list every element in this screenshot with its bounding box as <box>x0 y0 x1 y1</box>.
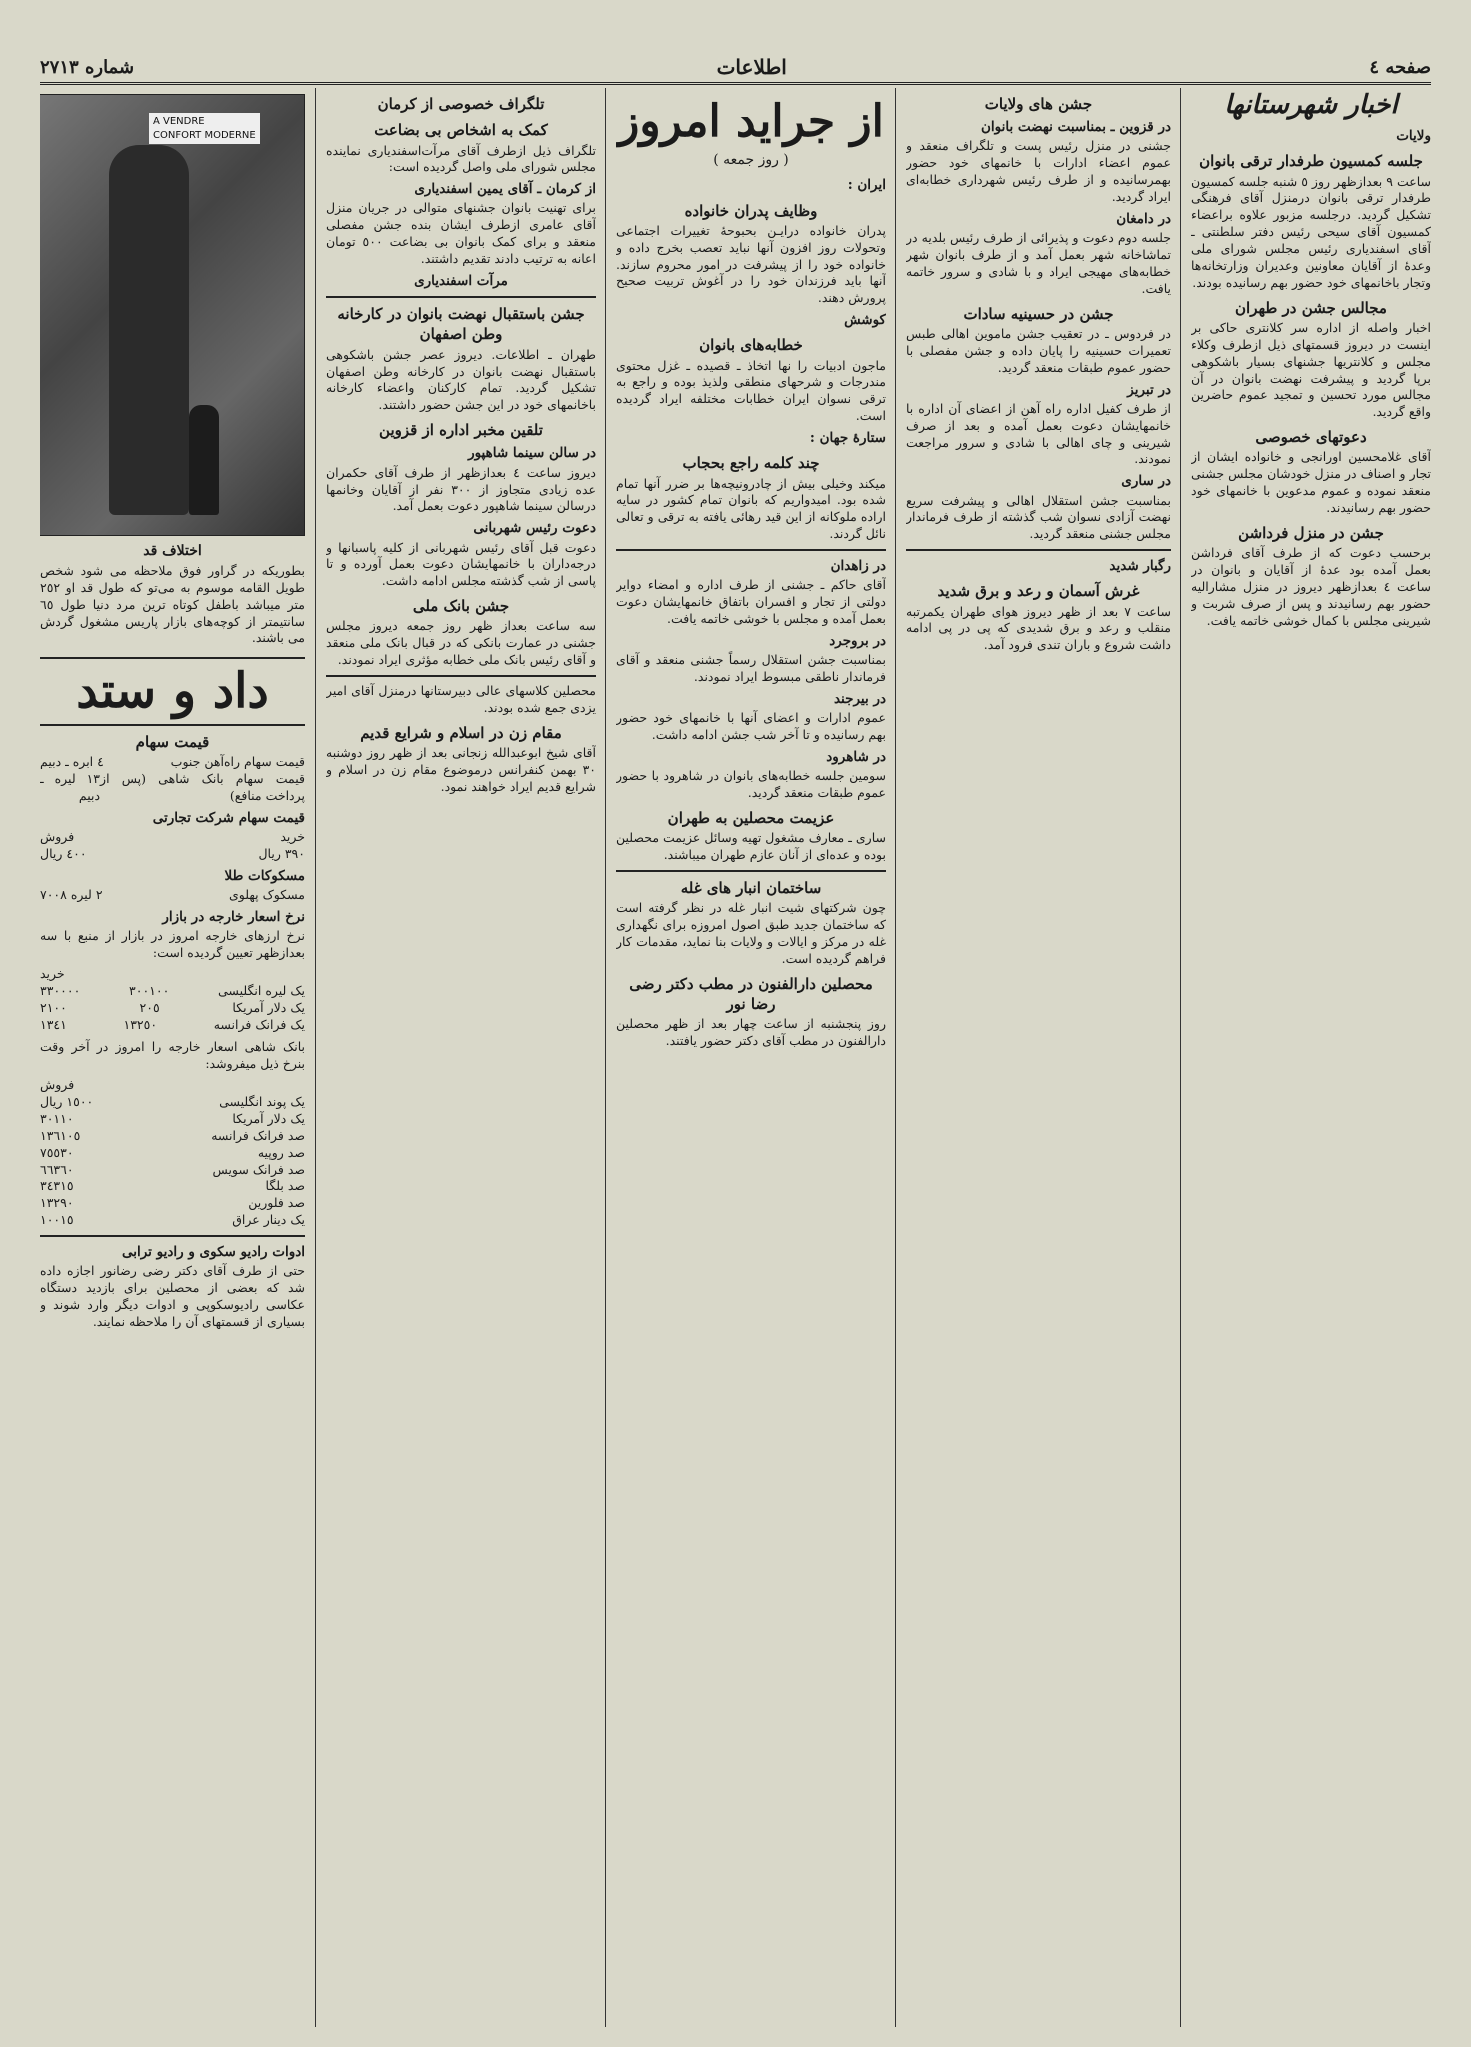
short-man-figure <box>189 405 219 515</box>
column-telegrams <box>326 88 596 2027</box>
rate-buy: ١٣٢٥٠ <box>123 1016 158 1032</box>
headline: جشن بانک ملی <box>412 597 510 616</box>
rate-name: صد روپیه <box>257 1144 305 1160</box>
article-body: بمناسبت جشن استقلال رسماً جشنی منعقد و آقای فرماندار ناطقی مبسوط ایراد نمودند. <box>616 652 886 684</box>
rate-value: ٦٦٣٦٠ <box>40 1161 74 1177</box>
column-photo-and-markets <box>40 88 305 2027</box>
headline: در ساری <box>1121 473 1171 490</box>
rate-value: ١٣٢٩٠ <box>40 1195 74 1211</box>
rate-row <box>40 1212 305 1229</box>
article-body: جلسه دوم دعوت و پذیرائی از طرف رئیس بلدیه در تماشاخانه شهر بعمل آمد و از طرف بانوان شهر خطابه‌های مهیجی ایراد و با شادی و سرور خاتمه یافت. <box>906 230 1171 296</box>
headline: قیمت سهام شرکت تجارتی <box>152 809 305 826</box>
column-press-review <box>616 88 886 2027</box>
divider <box>326 675 596 677</box>
headline: در سالن سینما شاهپور <box>468 445 596 462</box>
price-value: ٤ ابره ـ دبیم <box>40 754 104 770</box>
article-body: از طرف کفیل اداره راه آهن از اعضای آن اداره با خانمهایشان دعوت بعمل آمده و بعد از صرف شیرینی و چای اهالی با شادی و سرور مراجعت نمودند. <box>906 400 1171 467</box>
page-number: صفحه ٤ <box>1369 56 1431 78</box>
rate-row <box>40 1094 305 1111</box>
headline: تلقین مخبر اداره از قزوین <box>379 421 543 440</box>
price-value: ٢ لیره ٧٠٠٨ <box>40 887 103 903</box>
article-body: اخبار واصله از اداره سر کلانتری حاکی بر اینست در دیروز قسمتهای ذیل ازطرف وکلاء مجلس و کلانتریها جشنهای بسیار باشکوهی برپا گردید و پیشرفت نهضت بانوان در آن مجالس مورد تحسین و تمجید عموم حاضرین واقع گردید. <box>1191 319 1431 420</box>
article-body: آقای حاکم ـ جشنی از طرف اداره و امضاء دوایر دولتی از تجار و افسران باتفاق خانمهایشان دعوت بعمل آمده و مجلس با خوشی خاتمه یافت. <box>616 577 886 627</box>
article-body: بانک شاهی اسعار خارجه را امروز در آخر وقت بنرخ ذیل میفروشد: <box>40 1039 305 1072</box>
headline: جشن های ولایات <box>984 95 1093 113</box>
rate-sell: ٣٣٠٠٠٠ <box>40 982 81 998</box>
market-section-title: داد و ستد <box>40 657 305 726</box>
sell-label: فروش <box>40 829 75 845</box>
price-label: مسکوک پهلوی <box>229 887 305 903</box>
rate-row <box>40 1000 305 1017</box>
rate-name: یک دلار آمریکا <box>232 999 305 1015</box>
photo-shop-sign: A VENDRE CONFORT MODERNE <box>149 113 260 144</box>
article-body: بمناسبت جشن استقلال اهالی و پیشرفت سریع نهضت آزادی نسوان شب گذشته از طرف فرماندار مجلس جشنی منعقد گردید. <box>906 492 1171 542</box>
rate-row <box>40 1128 305 1145</box>
section-subtitle: ( روز جمعه ) <box>713 152 789 169</box>
rate-row <box>40 1195 305 1212</box>
headline: در تبریز <box>1127 381 1171 398</box>
article-body: بطوریکه در گراور فوق ملاحظه می شود شخص طویل القامه موسوم به می‌تو که طول قد او ٢٥٢ متر میباشد باطفل کوتاه ترین مرد دنیا طول ٦٥ سانتیمتر از کوچه‌های بازار پاریس مشغول گردش می باشند. <box>40 562 305 646</box>
headline: در شاهرود <box>826 748 886 765</box>
headline: جشن باستقبال نهضت بانوان در کارخانه وطن اصفهان <box>337 305 585 344</box>
rate-buy: ٣٠٠١٠٠ <box>129 982 170 998</box>
rate-value: ١٣٦١٠٥ <box>40 1127 81 1143</box>
article-body: میکند وخیلی بیش از چادرونیچه‌ها بر ضرر آنها تمام شده بود. امیدواریم که بانوان تمام کشور در سایه اراده ملوکانه از این قید رهائی یافته به ترقی و تعالی نائل گردند. <box>616 475 886 542</box>
section-title: اخبار شهرستانها <box>1224 90 1398 120</box>
column-rule <box>605 88 606 2027</box>
headline: خطابه‌های بانوان <box>699 336 803 355</box>
divider <box>326 296 596 298</box>
article-body: ساعت ٩ بعدازظهر روز ٥ شنبه جلسه کمسیون طرفدار ترقی بانوان درمنزل آقای فرهنگی تشکیل گردید. درجلسه مزبور علاوه براعضاء کمسیون آقای سیحی رئیس دفتر سلطنتی ـ آقای اسفندیاری رئیس مجلس شورای ملی وعدهٔ از آقایان معاونین وعدیران وزارتخانه‌ها وتجار باخانمهای خود حضور بهم رسانیده بودند. <box>1191 173 1431 290</box>
rate-value: ٧٥٥٣٠ <box>40 1144 74 1160</box>
price-row <box>40 887 305 904</box>
price-label: قیمت سهام راه‌آهن جنوب <box>170 754 305 770</box>
headline: قیمت سهام <box>135 733 210 752</box>
headline: در قزوین ـ بمناسبت نهضت بانوان <box>980 119 1171 136</box>
rate-name: صد بلگا <box>265 1178 305 1194</box>
rate-name: یک فرانک فرانسه <box>213 1016 305 1032</box>
article-body: دیروز ساعت ٤ بعدازظهر از طرف آقای حکمران عده زیادی متجاوز از ٣٠٠ نفر از آقایان وخانمها درسالن سینما شاهپور دعوت بعمل آمد. <box>326 464 596 514</box>
newspaper-name: اطلاعات <box>716 55 787 79</box>
rate-name: صد فرانک سویس <box>212 1161 305 1177</box>
sell-label: فروش <box>40 1077 75 1093</box>
article-body: برحسب دعوت که از طرف آقای فرداشن بعمل آمده بود عدهٔ از آقایان و بانوان در ساعت ٤ بعدازظهر دیروز در منزل مشارالیه حضور بهم رسانیدند و پس از صرف شربت و شیرینی مجلس با کمال خوشی خاتمه یافت. <box>1191 545 1431 628</box>
article-body: سه ساعت بعداز ظهر روز جمعه دیروز مجلس جشنی در عمارت بانکی که در قبال بانک ملی منعقد و آقای رئیس بانک ملی خطابه مؤثری ایراد نمودند. <box>326 618 596 668</box>
rate-value: ٣٠١١٠ <box>40 1110 74 1126</box>
headline: ساختمان انبار های غله <box>680 878 822 897</box>
news-photo <box>40 94 305 536</box>
article-body: روز پنجشنبه از ساعت چهار بعد از ظهر محصلین دارالفنون در مطب آقای دکتر حضور یافتند. <box>616 1016 886 1048</box>
column-provincial-news <box>1191 88 1431 2027</box>
rate-name: یک دینار عراق <box>232 1212 305 1228</box>
price-value: ٣٩٠ ریال <box>258 846 305 862</box>
headline: چند کلمه راجع بحجاب <box>682 454 820 473</box>
article-body: سومین جلسه خطابه‌های بانوان در شاهرود با حضور عموم طبقات منعقد گردید. <box>616 768 886 800</box>
headline: جلسه کمسیون طرفدار ترقی بانوان <box>1199 152 1423 171</box>
headline: ادوات رادیو سکوی و رادیو ترابی <box>121 1244 305 1261</box>
headline: عزیمت محصلین به طهران <box>667 808 835 827</box>
column-rule <box>895 88 896 2027</box>
headline: رگبار شدید <box>1109 558 1171 575</box>
column-rule <box>1180 88 1181 2027</box>
divider <box>906 549 1171 551</box>
price-row <box>40 754 305 771</box>
buy-label: خرید <box>40 965 65 981</box>
rate-row <box>40 1017 305 1034</box>
sub-title: ولایات <box>1396 128 1431 145</box>
headline: در بروجرد <box>829 632 886 649</box>
source-label: ایران : <box>847 177 886 194</box>
headline: در دامغان <box>1116 210 1171 227</box>
rate-value: ١٠٠١٥ <box>40 1212 74 1228</box>
rate-name: یک پوند انگلیسی <box>219 1094 305 1110</box>
divider <box>40 1235 305 1237</box>
rate-sell: ٢١٠٠ <box>40 999 67 1015</box>
headline: در زاهدان <box>830 558 886 575</box>
price-row-header <box>40 966 305 983</box>
rate-name: یک لیره انگلیسی <box>218 982 305 998</box>
headline: مجالس جشن در طهران <box>1235 298 1387 317</box>
buy-label: خرید <box>280 829 305 845</box>
headline: جشن در منزل فرداشن <box>1238 523 1384 542</box>
photo-caption: اختلاف قد <box>143 543 202 559</box>
rate-row <box>40 1178 305 1195</box>
rate-row <box>40 1145 305 1162</box>
rate-value: ٣٤٣١٥ <box>40 1178 74 1194</box>
article-body: در فردوس ـ در تعقیب جشن ماموین اهالی طبس تعمیرات حسینیه را پایان داده و جشن مفصلی با حضور عموم طبقات منعقد گردید. <box>906 325 1171 375</box>
article-body: حتی از طرف آقای دکتر رضی رضانور اجازه داده شد که بعضی از محصلین برای بازدید دستگاه عکاسی رادیوسکوپی و ادوات دیگر وارد شوند و بسیاری از قسمتهای آن را ملاحظه نمایند. <box>40 1263 305 1329</box>
rate-row <box>40 983 305 1000</box>
column-province-celebrations <box>906 88 1171 2027</box>
signature: مرآت اسفندیاری <box>414 272 508 289</box>
issue-number: شماره ۲۷۱۳ <box>40 56 135 78</box>
rate-name: صد فلورین <box>248 1195 305 1211</box>
article-body: جشنی در منزل رئیس پست و تلگراف منعقد و عموم اعضاء ادارات با خانمهای خود حضور بهمرسانیده و از طرف رئیس شهرداری خطابه‌ای ایراد گردید. <box>906 138 1171 205</box>
article-body: نرخ ارزهای خارجه امروز در بازار از منبع با سه بعدازظهر تعیین گردیده است: <box>40 928 305 961</box>
article-body: ساری ـ معارف مشغول تهیه وسائل عزیمت محصلین بوده و عده‌ای از آنان عازم طهران میباشند. <box>616 830 886 862</box>
article-body: برای تهنیت بانوان جشنهای متوالی در جریان منزل آقای عامری ازطرف ایشان بنده جشن مفصلی منعقد و برای کمک بانوان بی بضاعت ٥٠٠ تومان اعانه به ترتیب دادند تقدیم داشتند. <box>326 200 596 267</box>
price-value: ١٣ لیره ـ دبیم <box>40 771 101 804</box>
article-body: طهران ـ اطلاعات. دیروز عصر جشن باشکوهی باستقبال نهضت بانوان در کارخانه وطن اصفهان تشکیل گردید. تمام کارکنان واعضاء کارخانه باخانمهای خود در این جشن حضور داشتند. <box>326 346 596 413</box>
rate-value: ١٥٠٠ ریال <box>40 1094 94 1110</box>
headline: نرخ اسعار خارجه در بازار <box>162 909 305 925</box>
article-body: ماجون ادبیات را نها اتخاذ ـ قصیده ـ غزل محتوی مندرجات و شرحهای منطقی ولذیذ بوده و راجع به ترقی نسوان ایران خطابات مختلفه ایراد گردیده است. <box>616 357 886 424</box>
headline: دعوتهای خصوصی <box>1255 428 1367 447</box>
rate-name: صد فرانک فرانسه <box>211 1127 305 1143</box>
article-body: پدران خانواده ‌درایـن ‌بحبوحهٔ تغییرات اجتماعی وتحولات روز افزون آنها نباید تعصب بخرج داده و خانواده خود را از پیشرفت در امور محروم سازند. آنها باید فرزندان خود را در آغوش تربیت صحیح پرورش دهند. <box>616 222 886 306</box>
source-label: کوشش <box>844 312 886 329</box>
price-row <box>40 771 305 805</box>
masthead <box>40 52 1431 85</box>
headline: وظایف پدران خانواده <box>684 201 818 220</box>
headline: محصلین دارالفنون در مطب دکتر رضی رضا نور <box>629 974 873 1013</box>
article-body: عموم ادارات و اعضای آنها با خانمهای خود حضور بهم رسانیده و تا آخر شب جشن ادامه داشت. <box>616 710 886 742</box>
rate-sell: ١٣٤١ <box>40 1016 67 1032</box>
headline: مسکوکات طلا <box>224 867 305 884</box>
headline: در بیرجند <box>833 690 886 707</box>
divider <box>616 870 886 872</box>
article-body: دعوت قبل آقای رئیس شهربانی از کلیه پاسبانها و درجه‌داران با خانمهایشان دعوت بعمل آورده و تا پاسی از شب گذشته مجلس ادامه داشت. <box>326 539 596 589</box>
rate-row <box>40 1111 305 1128</box>
divider <box>616 549 886 551</box>
price-row <box>40 829 305 846</box>
price-row-header <box>40 1077 305 1094</box>
rate-buy: ٢٠٥ <box>139 999 160 1015</box>
headline: غرش آسمان و رعد و برق شدید <box>937 582 1140 601</box>
section-title: از جراید امروز <box>618 96 884 147</box>
tall-man-figure <box>109 145 189 515</box>
column-rule <box>315 88 316 2027</box>
source-label: ستارهٔ جهان : <box>809 430 886 447</box>
article-body: ساعت ٧ بعد از ظهر دیروز هوای طهران یکمرتبه منقلب و رعد و برق شدیدی که پی در پی ادامه داشت شروع و باران تندی فرود آمد. <box>906 603 1171 653</box>
headline: مقام زن در اسلام و شرایع قدیم <box>360 723 562 742</box>
headline: تلگراف خصوصی از کرمان <box>377 95 545 113</box>
headline: کمک به اشخاص بی بضاعت <box>374 121 548 140</box>
article-body: آقای شیخ ابوعبدالله زنجانی بعد از ظهر روز دوشنبه ٣٠ بهمن کنفرانس درموضوع مقام زن در اسلام و شرایع قدیم ایراد خواهند نمود. <box>326 745 596 794</box>
price-value: ٤٠٠ ریال <box>40 846 87 862</box>
headline: جشن در حسینیه سادات <box>963 304 1114 323</box>
article-body: محصلین کلاسهای عالی دبیرستانها درمنزل آقای امیر یزدی جمع شده بودند. <box>326 683 596 715</box>
headline: دعوت رئیس شهربانی <box>473 520 596 537</box>
article-body: آقای غلامحسین اورانجی و خانواده ایشان از تجار و اصناف در منزل خودشان مجلس جشنی منعقد نموده و عموم مدعوین با خانمهای خود حضور بهم رسانیدند. <box>1191 449 1431 516</box>
headline: از کرمان ـ آقای یمین اسفندیاری <box>414 181 596 198</box>
rate-name: یک دلار آمریکا <box>232 1110 305 1126</box>
article-body: چون شرکتهای شیت انبار غله در نظر گرفته است که ساختمان جدید طبق اصول امروزه برای نگهداری غله در مرکز و ایالات و ولایات بنا نماید، مقدمات کار فراهم گردیده است. <box>616 900 886 966</box>
price-row <box>40 846 305 863</box>
price-label: قیمت سهام بانک شاهی (پس از پرداخت منافع) <box>100 771 305 804</box>
article-body: تلگراف ذیل ازطرف آقای مرآت‌اسفندیاری نماینده مجلس شورای ملی واصل گردیده است: <box>326 142 596 175</box>
rate-row <box>40 1162 305 1179</box>
